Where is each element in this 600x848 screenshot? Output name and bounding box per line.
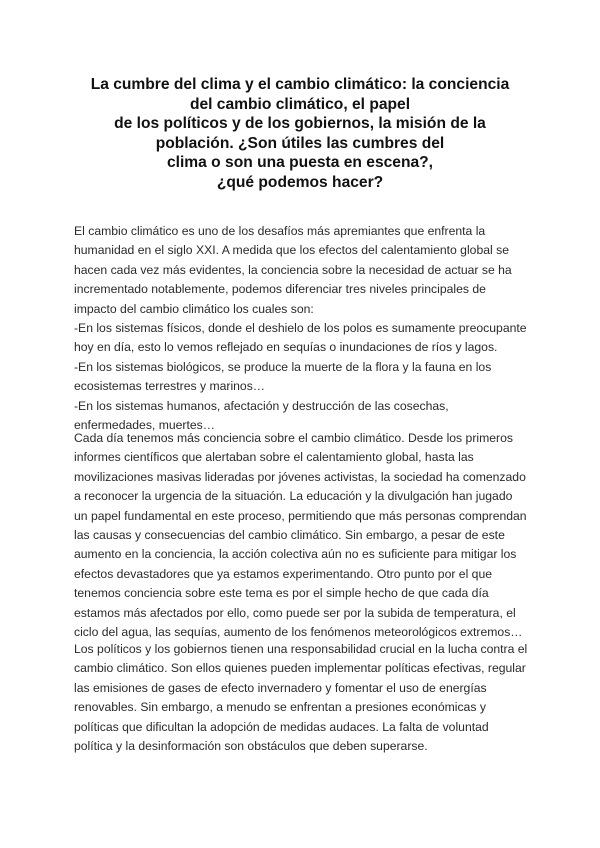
- text-line: incrementado notablemente, podemos diferenciar tres niveles principales de: [74, 282, 486, 297]
- text-line: estamos más afectados por ello, como puede ser por la subida de temperatura, el: [74, 605, 516, 620]
- text-line: cambio climático. Son ellos quienes pueden implementar políticas efectivas, regular: [74, 661, 526, 676]
- title-line: del cambio climático, el papel: [189, 95, 411, 113]
- text-line: -En los sistemas físicos, donde el deshielo de los polos es sumamente preocupante: [74, 321, 527, 336]
- text-line: tenemos conciencia sobre este tema es por el simple hecho de que cada día: [74, 586, 489, 601]
- text-line: impacto del cambio climático los cuales son:: [74, 301, 314, 316]
- text-line: las causas y consecuencias del cambio climático. Sin embargo, a pesar de este: [74, 528, 505, 543]
- text-line: un papel fundamental en este proceso, permitiendo que más personas comprendan: [74, 508, 527, 523]
- text-line: hoy en día, esto lo vemos reflejado en sequías o inundaciones de ríos y lagos.: [74, 340, 498, 355]
- title-line: población. ¿Son útiles las cumbres del: [155, 134, 445, 152]
- text-line: enfermedades, muertes…: [74, 418, 215, 433]
- text-line: efectos devastadores que ya estamos experimentando. Otro punto por el que: [74, 566, 493, 581]
- text-line: renovables. Sin embargo, a menudo se enfrentan a presiones económicas y: [74, 700, 486, 715]
- text-line: las emisiones de gases de efecto invernadero y fomentar el uso de energías: [74, 680, 487, 695]
- title-line: La cumbre del clima y el cambio climático: la conciencia: [90, 76, 510, 93]
- text-line: a reconocer la urgencia de la situación. La educación y la divulgación han jugado: [74, 489, 513, 504]
- text-line: ecosistemas terrestres y marinos…: [74, 379, 265, 394]
- text-line: -En los sistemas humanos, afectación y destrucción de las cosechas,: [74, 398, 449, 413]
- text-line: Cada día tenemos más conciencia sobre el cambio climático. Desde los primeros: [74, 431, 513, 445]
- paragraph-awareness: [74, 429, 544, 642]
- paragraph-politicians: [74, 640, 544, 756]
- title-line: ¿qué podemos hacer?: [216, 173, 384, 191]
- text-line: hacen cada vez más evidentes, la conciencia sobre la necesidad de actuar se ha: [74, 262, 512, 277]
- title-line: de los políticos y de los gobiernos, la misión de la: [114, 115, 486, 133]
- text-line: -En los sistemas biológicos, se produce la muerte de la flora y la fauna en los: [74, 359, 492, 374]
- text-line: aumento en la conciencia, la acción colectiva aún no es suficiente para mitigar los: [74, 547, 517, 562]
- text-line: políticas que dificultan la adopción de medidas audaces. La falta de voluntad: [74, 719, 489, 734]
- text-line: humanidad en el siglo XXI. A medida que los efectos del calentamiento global se: [74, 243, 509, 258]
- text-line: Los políticos y los gobiernos tienen una responsabilidad crucial en la lucha contra el: [74, 642, 528, 656]
- text-line: movilizaciones masivas lideradas por jóvenes activistas, la sociedad ha comenzado: [74, 469, 526, 484]
- title-line: clima o son una puesta en escena?,: [166, 154, 434, 172]
- text-line: ciclo del agua, las sequías, aumento de los fenómenos meteorológicos extremos…: [74, 625, 523, 640]
- document-title: [60, 75, 540, 193]
- text-line: informes científicos que alertaban sobre el calentamiento global, hasta las: [74, 450, 474, 465]
- text-line: política y la desinformación son obstáculos que deben superarse.: [74, 739, 428, 754]
- text-line: El cambio climático es uno de los desafíos más apremiantes que enfrenta la: [74, 224, 486, 238]
- paragraph-climate-impact: [74, 222, 544, 435]
